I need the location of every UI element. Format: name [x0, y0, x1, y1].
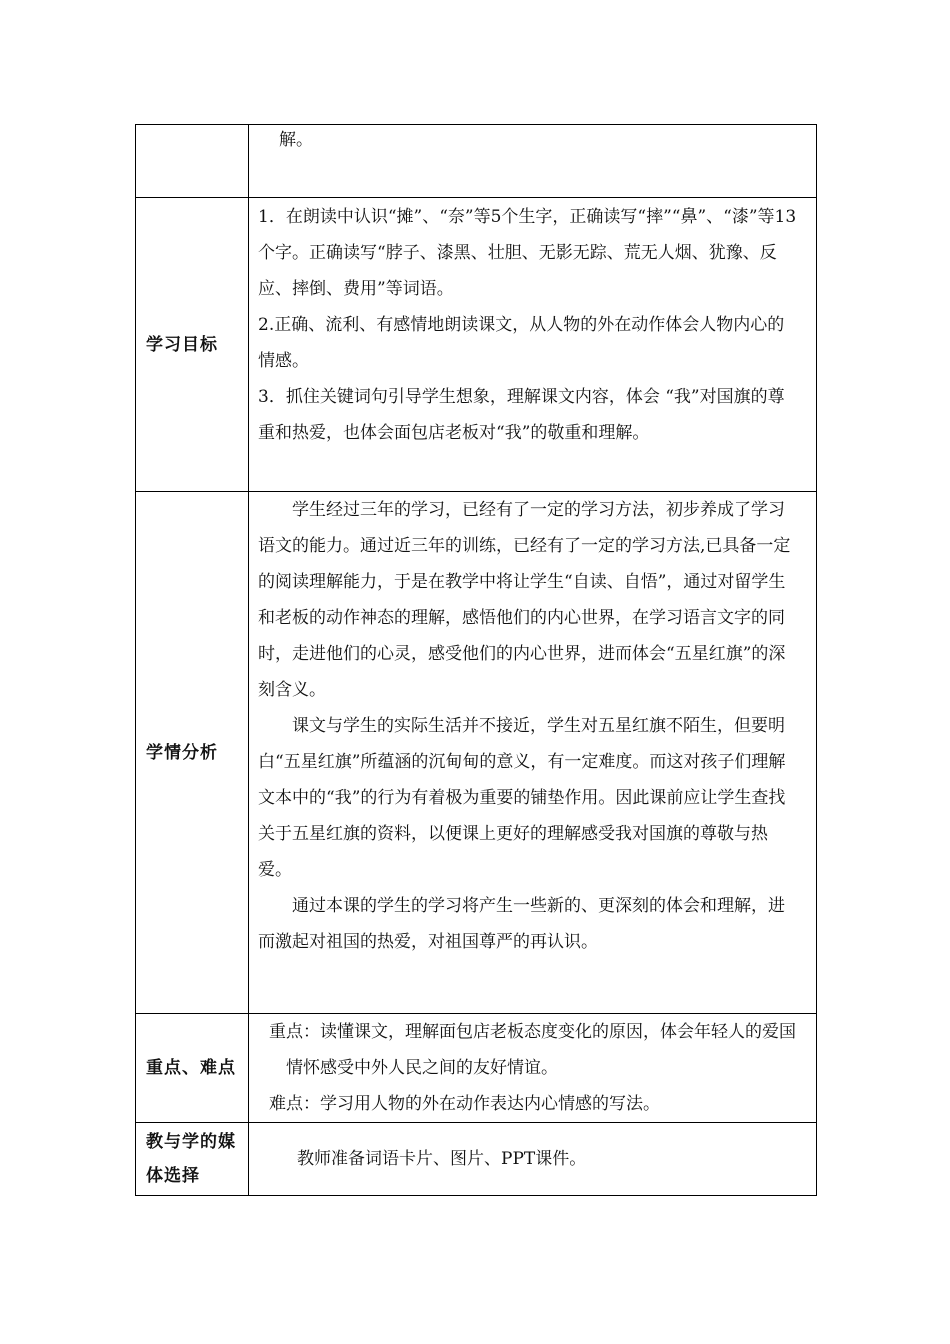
difficulty-item: 难点：学习用人物的外在动作表达内心情感的写法。 — [269, 1094, 660, 1114]
key-points-label: 重点、难点 — [146, 1058, 236, 1078]
media-text: 教师准备词语卡片、图片、PPT课件。 — [297, 1149, 587, 1169]
analysis-paragraph: 课文与学生的实际生活并不接近，学生对五星红旗不陌生，但要明白“五星红旗”所蕴涵的沉甸甸的意义，有一定难度。而这对孩子们理解文本中的“我”的行为有着极为重要的铺垫作用。因此课前应让学生查找关于五星红旗的资料，以便课上更好的理解感受我对国旗的尊敬与热爱。 — [258, 716, 786, 880]
key-point-item: 重点：读懂课文，理解面包店老板态度变化的原因，体会年轻人的爱国情怀感受中外人民之间的友好情谊。 — [269, 1022, 796, 1078]
media-label-cell — [136, 1123, 249, 1196]
table-row-media — [136, 1123, 817, 1196]
learning-goals-label: 学习目标 — [146, 334, 218, 355]
analysis-paragraph: 通过本课的学生的学习将产生一些新的、更深刻的体会和理解，进而激起对祖国的热爱，对祖国尊严的再认识。 — [258, 896, 785, 952]
learning-goals-cell — [249, 198, 817, 492]
key-points-label-cell — [136, 1014, 249, 1123]
table-row-key-points — [136, 1014, 817, 1123]
continuation-text: 解。 — [279, 130, 313, 150]
table-row-learner-analysis — [136, 492, 817, 1014]
analysis-paragraph: 学生经过三年的学习，已经有了一定的学习方法，初步养成了学习语文的能力。通过近三年的训练，已经有了一定的学习方法,已具备一定的阅读理解能力，于是在教学中将让学生“自读、自悟”，通过对留学生和老板的动作神态的理解，感悟他们的内心世界，在学习语言文字的同时，走进他们的心灵，感受他们的内心世界，进而体会“五星红旗”的深刻含义。 — [258, 500, 791, 700]
learning-goal-item: 3．抓住关键词句引导学生想象，理解课文内容，体会 “我”对国旗的尊重和热爱，也体会面包店老板对“我”的敬重和理解。 — [258, 387, 785, 443]
learner-analysis-label: 学情分析 — [146, 742, 218, 763]
table-row-continuation — [136, 125, 817, 198]
media-cell — [249, 1123, 817, 1196]
empty-label-cell — [136, 125, 249, 198]
lesson-plan-table — [135, 124, 817, 1196]
learning-goals-label-cell — [136, 198, 249, 492]
learner-analysis-label-cell — [136, 492, 249, 1014]
learning-goal-item: 1．在朗读中认识“摊”、“奈”等5个生字，正确读写“摔”“鼻”、“漆”等13个字。正确读写“脖子、漆黑、壮胆、无影无踪、荒无人烟、犹豫、反应、摔倒、费用”等词语。 — [258, 207, 797, 299]
learning-goal-item: 2.正确、流利、有感情地朗读课文，从人物的外在动作体会人物内心的情感。 — [258, 315, 785, 371]
table-row-learning-goals — [136, 198, 817, 492]
learner-analysis-cell — [249, 492, 817, 1014]
media-label: 教与学的媒体选择 — [146, 1132, 236, 1186]
key-points-cell — [249, 1014, 817, 1123]
continuation-cell — [249, 125, 817, 198]
